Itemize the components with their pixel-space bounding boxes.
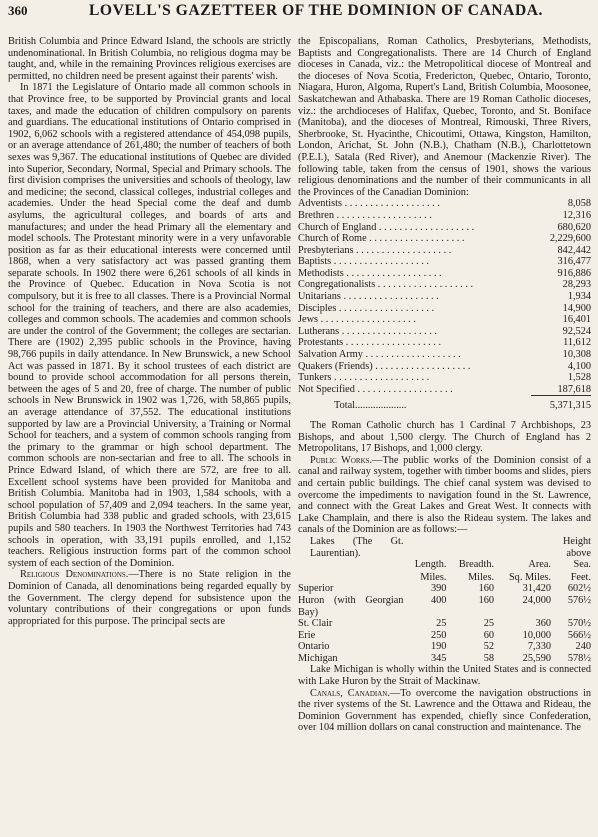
religion-row (298, 256, 591, 268)
religion-row (298, 337, 591, 349)
lake-breadth: 60 (483, 629, 495, 641)
page-title: LOVELL'S GAZETTEER OF THE DOMINION OF CANADA. (88, 2, 544, 19)
lakes-col-area: Area. (528, 559, 551, 571)
lakes-col-lake: Lakes (The Gt. Laurentian). (310, 535, 404, 559)
religion-row (298, 314, 591, 326)
lake-breadth: 58 (483, 652, 495, 664)
paragraph (298, 455, 591, 536)
religion-value: 842,442 (557, 244, 591, 256)
religion-name: Disciples . . . . . . . . . . . . . . . . . . . (298, 302, 435, 314)
religion-name: Lutherans . . . . . . . . . . . . . . . . . . . (298, 325, 438, 337)
lake-breadth: 160 (478, 583, 495, 595)
religions-total-row (298, 396, 591, 412)
lake-height: 566½ (567, 629, 591, 641)
religion-name: Jews . . . . . . . . . . . . . . . . . . . (298, 314, 416, 326)
religion-name: Salvation Army . . . . . . . . . . . . . . . . . . . (298, 349, 461, 361)
lake-lake: Superior (298, 583, 334, 595)
total-label: Total.................... (334, 399, 407, 411)
right-column (298, 36, 591, 831)
religion-value: 916,886 (557, 267, 591, 279)
lake-length: 345 (430, 652, 447, 664)
religion-value: 316,477 (557, 256, 591, 268)
paragraph: the Episcopalians, Roman Catholics, Presbyterians, Methodists, Baptists and Congregationalists. There are 14 Church of England dioceses in Canada, viz.: the Metropolitical diocese of Montreal and the dioceses of Nova Scotia, Fredericton, Quebec, Ontario, Toronto, Niagara, Huron, Algoma, Rupert's Land, British Columbia, Moosonee, Saskatchewan and Athabaska. There are 19 Roman Catholic dioceses, viz.: the archdioceses of Halifax, Quebec, Toronto, and St. Boniface (Manitoba), and the dioceses of Montreal, Rimouski, Three Rivers, Sherbrooke, St. Hyacinthe, Chicoutimi, Ottawa, Kingston, Hamilton, London, Arichat, St. John (N.B.), Chatham (N.B.), Charlottetown (P.E.I.), Satala (Red River), and Anemour (Mackenzie River). The following table, taken from the census of 1901, shows the various religious denominations and the number of their communicants in all the Provinces of the Canadian Dominion: (298, 36, 591, 198)
religion-value: 1,934 (567, 291, 591, 303)
lake-lake: Ontario (298, 641, 330, 653)
religion-row (298, 279, 591, 291)
left-column (8, 36, 291, 831)
lake-row (298, 630, 591, 642)
religion-row (298, 245, 591, 257)
religion-value: 4,100 (567, 360, 591, 372)
religion-name: Congregationalists . . . . . . . . . . . . . . . . . . . (298, 279, 474, 291)
religion-name: Presbyterians . . . . . . . . . . . . . . . . . . . (298, 244, 452, 256)
religion-value: 8,058 (567, 198, 591, 210)
lakes-table (298, 536, 591, 665)
lake-breadth: 160 (478, 594, 495, 606)
page-header (8, 2, 590, 26)
religion-name: Quakers (Friends) . . . . . . . . . . . . . . . . . . . (298, 360, 471, 372)
lake-row (298, 653, 591, 665)
religion-name: Tunkers . . . . . . . . . . . . . . . . . . . (298, 372, 430, 384)
section-heading: Religious Denominations. (20, 569, 129, 581)
page-number: 360 (8, 3, 28, 18)
religions-table (298, 198, 591, 412)
unit-height: Feet. (570, 571, 591, 583)
religion-row (298, 268, 591, 280)
lake-lake: St. Clair (298, 618, 333, 630)
lake-row (298, 641, 591, 653)
lake-height: 576½ (567, 594, 591, 606)
lake-height: 578½ (567, 652, 591, 664)
religion-value: 12,316 (562, 209, 591, 221)
religion-value: 14,900 (562, 302, 591, 314)
religion-value: 680,620 (557, 221, 591, 233)
unit-area: Sq. Miles. (508, 571, 551, 583)
religion-value: 1,528 (567, 372, 591, 384)
religion-row (298, 233, 591, 245)
lakes-units-row (298, 572, 591, 584)
lakes-header-row (298, 536, 591, 572)
lake-area: 24,000 (522, 594, 551, 606)
religion-row (298, 349, 591, 361)
religion-row (298, 222, 591, 234)
lake-length: 400 (430, 594, 447, 606)
paragraph-text: —There is no State religion in the Dominion of Canada, all denominations being regarded equally by the Government. The clergy depend for subsistence upon the voluntary contributions of their congregations or upon funds appropriated for this purpose. The principal sects are (8, 569, 291, 627)
religion-row (298, 372, 591, 384)
paragraph (8, 569, 291, 627)
religion-name: Church of England . . . . . . . . . . . . . . . . . . . (298, 221, 475, 233)
paragraph: In 1871 the Legislature of Ontario made all common schools in that Province free, to be supported by Provincial grants and local taxes, and made the education of children compulsory on parents and guardians. The educational institutions of Ontario comprised in 1902, 6,062 schools with a registered attendance of 454,098 pupils, or an average attendance of 261,480; the number of teachers of both sexes was 9,367. The educational institutions of Quebec are divided into Superior, Secondary, Normal, Special and Primary schools. The first division comprises the universities and schools of theology, law and medicine; the second, classical colleges, industrial colleges and academies. Under the head Special come the deaf and dumb asylums, the agricultural colleges, and boards of arts and manufactures; and under the head Primary all the elementary and model schools. The Protestant minority were in a very unfavorable position as far as their educational interests were concerned until 1868, when a very satisfactory act was passed granting them separate schools. In 1902 there were 6,261 schools of all kinds in the Province of Quebec. Education in Nova Scotia is not compulsory, but it is free to all classes. There is a Provincial Normal school for the training of teachers, and there are also academies, colleges and common schools. The academies and common schools are under the control of the Government; the colleges are sectarian. There are (1902) 2,395 public schools in the Province, having 98,766 pupils in daily attendance. In New Brunswick, a new School Act was passed in 1871. By it school trustees of each district are bound to provide school accommodation for all persons therein, between the ages of 5 and 20, free of charge. The number of public schools in New Brunswick in 1902 was 1,726, with 58,865 pupils, an average attendance of 37,552. The educational institutions supported by law are a Provincial University, a Training or Normal School for teachers, and a system of common schools ranging from the primary to the grammar or high school department. The common schools are non-sectarian and free to all. The schools in Prince Edward Island, of which there are 572, are free to all. Excellent school systems have been provided for Manitoba and British Columbia. Manitoba had in 1903, 1,584 schools, with a school population of 57,409 and 2,094 teachers. In the same year, British Columbia had 338 public and graded schools, with 23,615 pupils and 580 teachers. In 1903 the Northwest Territories had 743 schools in operation, with 33,191 pupils enrolled, and 1,152 teachers. Religious instruction forms part of the common school system of each section of the Dominion. (8, 82, 291, 569)
lake-length: 250 (430, 629, 447, 641)
religion-row (298, 210, 591, 222)
lakes-col-height: Height above Sea. (562, 535, 591, 571)
lake-area: 25,590 (522, 652, 551, 664)
lake-area: 360 (535, 618, 551, 630)
religion-name: Baptists . . . . . . . . . . . . . . . . . . . (298, 256, 430, 268)
religion-value: 10,308 (562, 349, 591, 361)
unit-length: Miles. (420, 571, 447, 583)
religion-value: 28,293 (562, 279, 591, 291)
religion-row (298, 303, 591, 315)
lake-row (298, 595, 591, 618)
lake-row (298, 583, 591, 595)
lake-lake: Erie (298, 629, 316, 641)
lake-height: 240 (575, 641, 591, 653)
religion-name: Unitarians . . . . . . . . . . . . . . . . . . . (298, 291, 439, 303)
section-heading: Canals, Canadian. (310, 687, 390, 699)
lake-area: 31,420 (522, 583, 551, 595)
lake-area: 10,000 (522, 629, 551, 641)
religion-name: Not Specified . . . . . . . . . . . . . . . . . . . (298, 383, 453, 395)
lake-row (298, 618, 591, 630)
paragraph-text: —To overcome the navigation obstructions in the river systems of the St. Lawrence and the Ottawa and Rideau, the Dominion Government has expended, chiefly since Confederation, over 104 million dollars on canal construction and maintenance. The (298, 687, 591, 734)
lake-height: 570½ (567, 618, 591, 630)
religion-value: 16,401 (562, 314, 591, 326)
religion-name: Methodists . . . . . . . . . . . . . . . . . . . (298, 267, 442, 279)
paragraph: British Columbia and Prince Edward Island, the schools are strictly undenominational. In British Columbia, no religious dogma may be taught, and, while in the remaining Provinces religious exercises are permitted, no children need be present against their parents' wish. (8, 36, 291, 82)
religion-row (298, 291, 591, 303)
religion-row (298, 384, 591, 396)
lake-lake: Michigan (298, 652, 338, 664)
religion-name: Adventists . . . . . . . . . . . . . . . . . . . (298, 198, 440, 210)
religion-row (298, 198, 591, 210)
lakes-col-length: Length. (414, 559, 447, 571)
lake-breadth: 25 (483, 618, 495, 630)
religion-name: Protestants . . . . . . . . . . . . . . . . . . . (298, 337, 442, 349)
religion-name: Brethren . . . . . . . . . . . . . . . . . . . (298, 209, 432, 221)
lake-lake: Huron (with Georgian Bay) (298, 594, 404, 618)
religion-row (298, 326, 591, 338)
lake-breadth: 52 (483, 641, 495, 653)
religion-value: 92,524 (562, 325, 591, 337)
lake-length: 390 (430, 583, 447, 595)
paragraph: The Roman Catholic church has 1 Cardinal 7 Archbishops, 23 Bishops, and about 1,500 clergy. The Church of England has 2 Metropolitans, 17 Bishops, and 1,000 clergy. (298, 420, 591, 455)
religion-value: 11,612 (563, 337, 591, 349)
total-value: 5,371,315 (531, 396, 591, 412)
paragraph (298, 688, 591, 734)
paragraph-text: —The public works of the Dominion consist of a canal and railway system, together with timber booms and slides, piers and certain public buildings. The chief canal system was devised to overcome the impediments to navigation found in the St. Lawrence, and connect with the Great Lakes and Great West. It connects with Lake Champlain, and there is also the Rideau system. The lakes and canals of the Dominion are as follows:— (298, 454, 591, 536)
lake-length: 25 (436, 618, 447, 630)
lake-length: 190 (430, 641, 447, 653)
religion-value: 187,618 (557, 383, 591, 395)
religion-row (298, 361, 591, 373)
section-heading: Public Works. (310, 454, 373, 466)
religion-name: Church of Rome . . . . . . . . . . . . . . . . . . . (298, 233, 465, 245)
lake-area: 7,330 (527, 641, 551, 653)
lakes-col-breadth: Breadth. (458, 559, 495, 571)
religion-value: 2,229,600 (549, 233, 591, 245)
paragraph: Lake Michigan is wholly within the United States and is connected with Lake Huron by the Strait of Mackinaw. (298, 664, 591, 688)
unit-breadth: Miles. (468, 571, 495, 583)
lake-height: 602½ (567, 583, 591, 595)
